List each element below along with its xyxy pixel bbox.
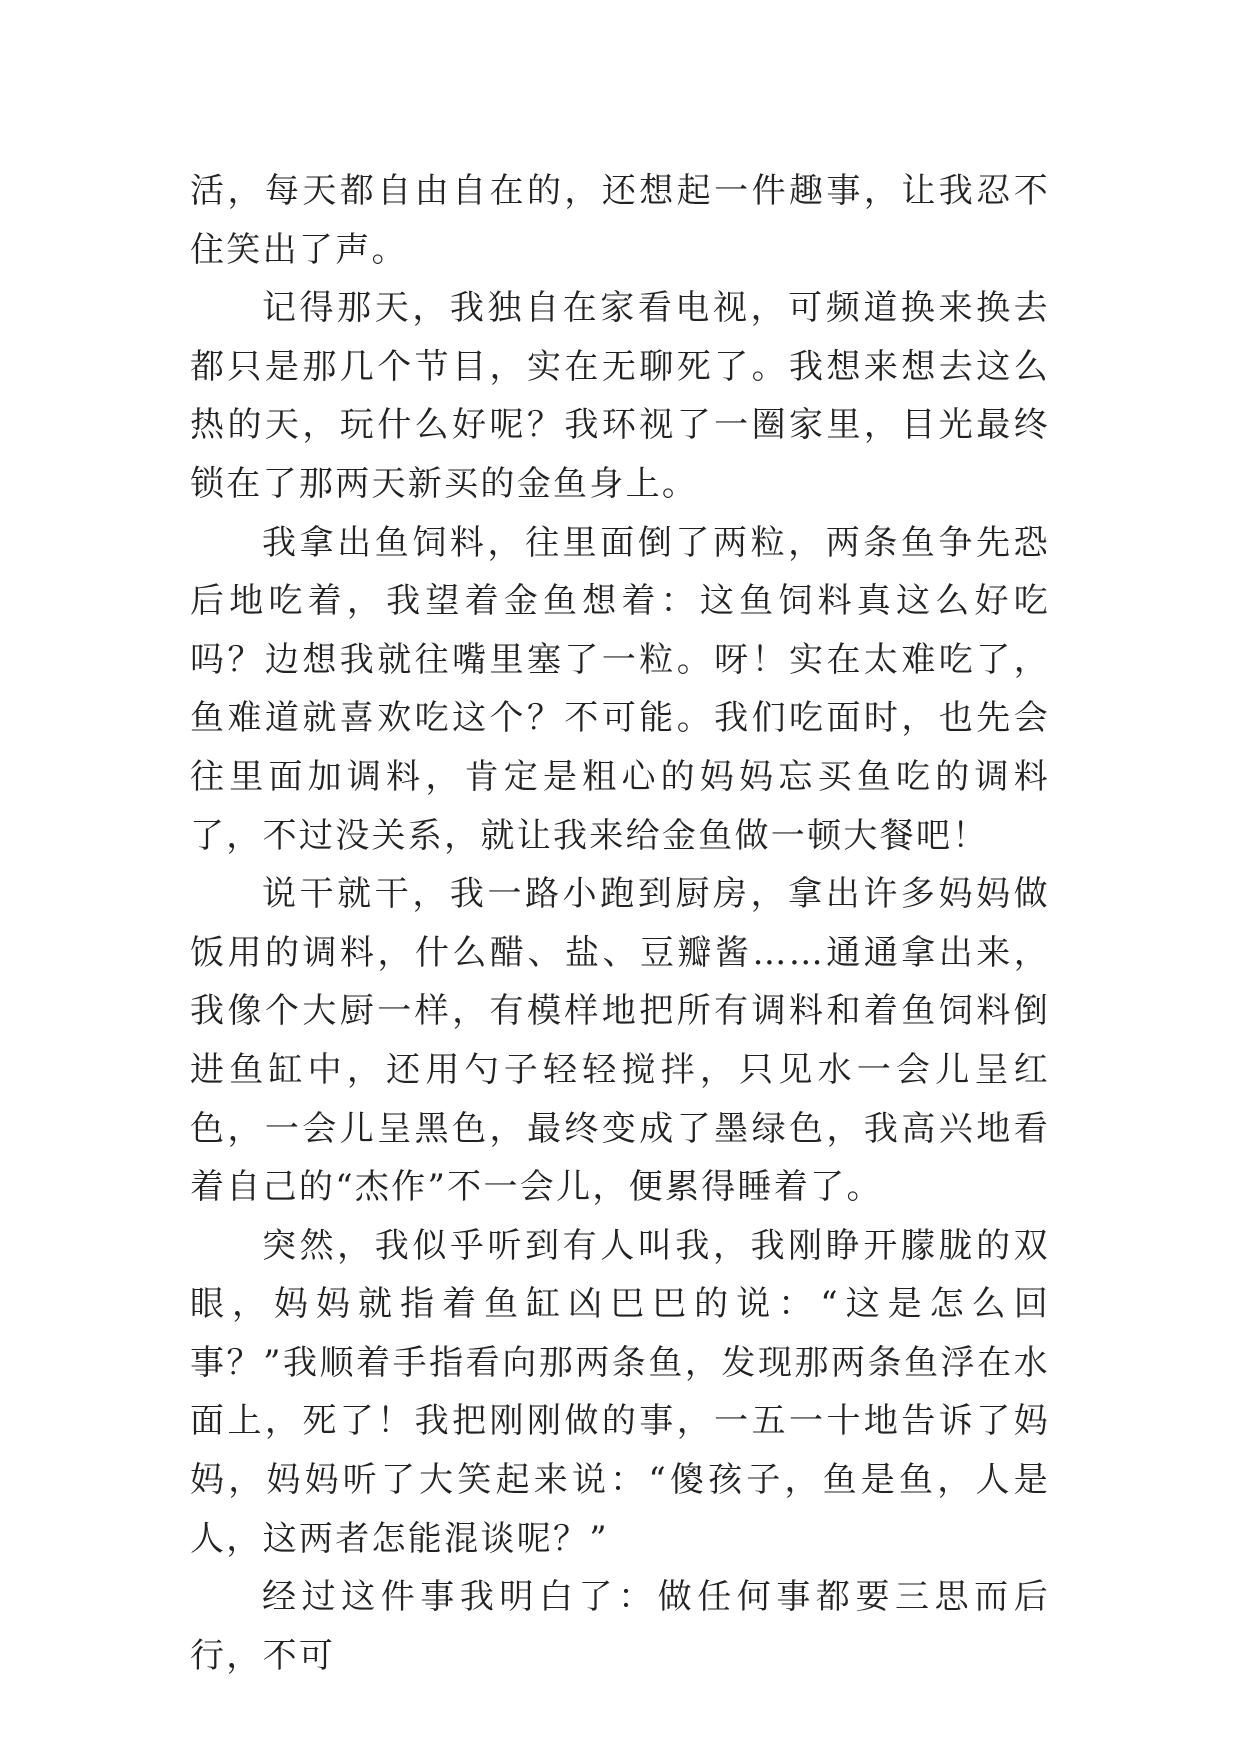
document-page: [190, 162, 1050, 1685]
paragraph: 我拿出鱼饲料，往里面倒了两粒，两条鱼争先恐后地吃着，我望着金鱼想着：这鱼饲料真这么好吃吗？边想我就往嘴里塞了一粒。呀！实在太难吃了，鱼难道就喜欢吃这个？不可能。我们吃面时，也先会往里面加调料，肯定是粗心的妈妈忘买鱼吃的调料了，不过没关系，就让我来给金鱼做一顿大餐吧！: [190, 522, 1050, 856]
paragraph: 说干就干，我一路小跑到厨房，拿出许多妈妈做饭用的调料，什么醋、盐、豆瓣酱……通通拿出来，我像个大厨一样，有模样地把所有调料和着鱼饲料倒进鱼缸中，还用勺子轻轻搅拌，只见水一会儿呈红色，一会儿呈黑色，最终变成了墨绿色，我高兴地看着自己的“杰作”不一会儿，便累得睡着了。: [190, 874, 1050, 1208]
paragraph: 活，每天都自由自在的，还想起一件趣事，让我忍不住笑出了声。: [190, 171, 1050, 270]
paragraph: 突然，我似乎听到有人叫我，我刚睁开朦胧的双眼，妈妈就指着鱼缸凶巴巴的说：“这是怎么回事？”我顺着手指看向那两条鱼，发现那两条鱼浮在水面上，死了！我把刚刚做的事，一五一十地告诉了妈妈，妈妈听了大笑起来说：“傻孩子，鱼是鱼，人是人，这两者怎能混谈呢？”: [190, 1225, 1050, 1559]
paragraph: 记得那天，我独自在家看电视，可频道换来换去都只是那几个节目，实在无聊死了。我想来想去这么热的天，玩什么好呢？我环视了一圈家里，目光最终锁在了那两天新买的金鱼身上。: [190, 288, 1050, 504]
paragraph: 经过这件事我明白了：做任何事都要三思而后行，不可: [190, 1577, 1050, 1676]
